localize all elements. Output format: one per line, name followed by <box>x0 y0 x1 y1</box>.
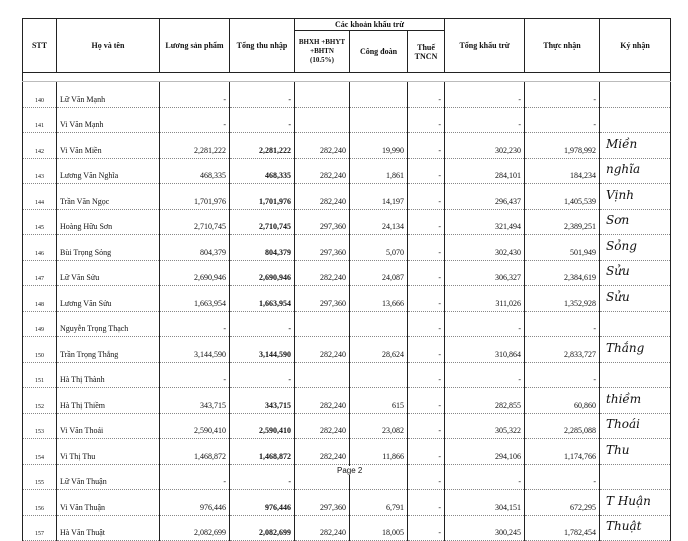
row-union-fee: 5,070 <box>350 235 408 261</box>
row-total-income: - <box>230 107 295 133</box>
row-product-salary: 2,710,745 <box>160 209 230 235</box>
row-stt: 143 <box>23 158 57 184</box>
row-product-salary: 1,663,954 <box>160 286 230 312</box>
row-union-fee: 1,861 <box>350 158 408 184</box>
table-row <box>23 311 671 337</box>
row-union-fee <box>350 107 408 133</box>
row-name: Lương Văn Sửu <box>57 286 160 312</box>
row-signature <box>600 311 671 337</box>
row-stt: 151 <box>23 362 57 388</box>
row-union-fee: 13,666 <box>350 286 408 312</box>
row-name: Hà Thị Thiềm <box>57 388 160 414</box>
row-union-fee: 18,005 <box>350 515 408 541</box>
spacer-row <box>23 73 671 82</box>
row-pit: - <box>408 362 445 388</box>
row-total-income: - <box>230 362 295 388</box>
row-insurance: 282,240 <box>295 515 350 541</box>
table-row <box>23 515 671 541</box>
row-total-income: 2,281,222 <box>230 133 295 159</box>
row-signature <box>600 107 671 133</box>
row-pit: - <box>408 260 445 286</box>
row-stt: 141 <box>23 107 57 133</box>
row-insurance: 297,360 <box>295 209 350 235</box>
row-product-salary: 1,701,976 <box>160 184 230 210</box>
row-product-salary: 2,590,410 <box>160 413 230 439</box>
row-total-income: 2,690,946 <box>230 260 295 286</box>
row-pit: - <box>408 158 445 184</box>
row-net-pay: 2,285,088 <box>525 413 600 439</box>
row-product-salary: 343,715 <box>160 388 230 414</box>
row-product-salary: - <box>160 107 230 133</box>
row-stt: 145 <box>23 209 57 235</box>
row-insurance: 282,240 <box>295 413 350 439</box>
table-row <box>23 362 671 388</box>
row-insurance: 282,240 <box>295 184 350 210</box>
row-name: Lương Văn Nghĩa <box>57 158 160 184</box>
row-signature: Miền <box>600 133 671 159</box>
row-net-pay: - <box>525 82 600 108</box>
row-signature <box>600 464 671 490</box>
row-total-income: 2,590,410 <box>230 413 295 439</box>
row-stt: 157 <box>23 515 57 541</box>
row-name: Bùi Trọng Sỏng <box>57 235 160 261</box>
spacer-cell <box>23 73 671 82</box>
row-stt: 149 <box>23 311 57 337</box>
row-net-pay: 2,384,619 <box>525 260 600 286</box>
row-union-fee: 19,990 <box>350 133 408 159</box>
row-pit: - <box>408 286 445 312</box>
row-total-deductions: 296,437 <box>445 184 525 210</box>
row-stt: 152 <box>23 388 57 414</box>
row-product-salary: - <box>160 464 230 490</box>
row-total-deductions: 294,106 <box>445 439 525 465</box>
row-union-fee: 11,866 <box>350 439 408 465</box>
row-union-fee: 28,624 <box>350 337 408 363</box>
row-name: Hà Văn Thuật <box>57 515 160 541</box>
row-total-income: 2,082,699 <box>230 515 295 541</box>
row-name: Vi Thị Thu <box>57 439 160 465</box>
row-insurance: 282,240 <box>295 439 350 465</box>
row-total-deductions: 321,494 <box>445 209 525 235</box>
row-net-pay: - <box>525 311 600 337</box>
col-header-name: Họ và tên <box>57 19 160 73</box>
row-pit: - <box>408 337 445 363</box>
table-row <box>23 439 671 465</box>
row-signature: Thoái <box>600 413 671 439</box>
table-row <box>23 184 671 210</box>
row-net-pay: 2,389,251 <box>525 209 600 235</box>
table-row <box>23 286 671 312</box>
row-union-fee: 24,087 <box>350 260 408 286</box>
row-name: Vi Văn Thuận <box>57 490 160 516</box>
row-signature: thiềm <box>600 388 671 414</box>
row-signature: Thu <box>600 439 671 465</box>
row-signature: nghĩa <box>600 158 671 184</box>
row-product-salary: 976,446 <box>160 490 230 516</box>
col-header-pit: Thuế TNCN <box>408 31 445 73</box>
row-pit: - <box>408 413 445 439</box>
row-insurance: 297,360 <box>295 490 350 516</box>
row-product-salary: 2,082,699 <box>160 515 230 541</box>
row-insurance <box>295 107 350 133</box>
row-total-income: 2,710,745 <box>230 209 295 235</box>
table-row <box>23 337 671 363</box>
row-signature: Thuật <box>600 515 671 541</box>
table-row <box>23 388 671 414</box>
row-product-salary: 804,379 <box>160 235 230 261</box>
row-total-income: 1,468,872 <box>230 439 295 465</box>
row-product-salary: 3,144,590 <box>160 337 230 363</box>
row-insurance: 297,360 <box>295 235 350 261</box>
row-union-fee <box>350 362 408 388</box>
row-total-deductions: 282,855 <box>445 388 525 414</box>
row-name: Trần Văn Ngọc <box>57 184 160 210</box>
col-header-total-deductions: Tổng khấu trừ <box>445 19 525 73</box>
row-product-salary: 468,335 <box>160 158 230 184</box>
row-stt: 144 <box>23 184 57 210</box>
row-pit: - <box>408 515 445 541</box>
row-union-fee: 24,134 <box>350 209 408 235</box>
row-union-fee: 23,082 <box>350 413 408 439</box>
row-total-income: - <box>230 311 295 337</box>
row-total-deductions: - <box>445 464 525 490</box>
row-pit: - <box>408 439 445 465</box>
row-stt: 140 <box>23 82 57 108</box>
row-net-pay: 1,352,928 <box>525 286 600 312</box>
row-signature: Sơn <box>600 209 671 235</box>
row-total-income: - <box>230 464 295 490</box>
col-header-net-pay: Thực nhận <box>525 19 600 73</box>
row-total-income: 976,446 <box>230 490 295 516</box>
row-total-deductions: - <box>445 82 525 108</box>
row-total-income: 1,701,976 <box>230 184 295 210</box>
row-product-salary: - <box>160 311 230 337</box>
table-row <box>23 235 671 261</box>
row-net-pay: - <box>525 107 600 133</box>
col-header-signature: Ký nhận <box>600 19 671 73</box>
row-total-deductions: 302,430 <box>445 235 525 261</box>
table-row <box>23 260 671 286</box>
row-total-deductions: 311,026 <box>445 286 525 312</box>
row-signature: Sửu <box>600 286 671 312</box>
row-total-deductions: 304,151 <box>445 490 525 516</box>
row-net-pay: - <box>525 362 600 388</box>
row-insurance: 282,240 <box>295 388 350 414</box>
row-signature: Sỏng <box>600 235 671 261</box>
row-signature <box>600 82 671 108</box>
row-total-deductions: - <box>445 107 525 133</box>
col-header-insurance: BHXH +BHYT +BHTN (10.5%) <box>295 31 350 73</box>
row-net-pay: 672,295 <box>525 490 600 516</box>
table-row <box>23 158 671 184</box>
row-net-pay: 184,234 <box>525 158 600 184</box>
page-number: Page 2 <box>337 466 363 475</box>
row-union-fee <box>350 82 408 108</box>
row-total-income: 804,379 <box>230 235 295 261</box>
table-row <box>23 413 671 439</box>
col-header-deductions-group: Các khoản khấu trừ <box>295 19 445 31</box>
row-total-deductions: 300,245 <box>445 515 525 541</box>
row-net-pay: 60,860 <box>525 388 600 414</box>
row-name: Lữ Văn Mạnh <box>57 82 160 108</box>
row-name: Lữ Văn Thuận <box>57 464 160 490</box>
row-union-fee: 14,197 <box>350 184 408 210</box>
row-name: Vi Văn Thoái <box>57 413 160 439</box>
row-pit: - <box>408 464 445 490</box>
row-stt: 147 <box>23 260 57 286</box>
col-header-union-fee: Công đoàn <box>350 31 408 73</box>
row-pit: - <box>408 388 445 414</box>
row-name: Nguyễn Trọng Thạch <box>57 311 160 337</box>
row-stt: 156 <box>23 490 57 516</box>
row-signature: Vịnh <box>600 184 671 210</box>
row-stt: 142 <box>23 133 57 159</box>
row-union-fee: 6,791 <box>350 490 408 516</box>
row-pit: - <box>408 209 445 235</box>
row-pit: - <box>408 133 445 159</box>
row-name: Hà Thị Thành <box>57 362 160 388</box>
row-pit: - <box>408 490 445 516</box>
row-product-salary: 2,690,946 <box>160 260 230 286</box>
row-insurance <box>295 311 350 337</box>
row-total-income: 1,663,954 <box>230 286 295 312</box>
row-product-salary: 2,281,222 <box>160 133 230 159</box>
row-stt: 150 <box>23 337 57 363</box>
payroll-sheet <box>22 18 670 541</box>
row-pit: - <box>408 311 445 337</box>
row-insurance: 282,240 <box>295 337 350 363</box>
row-total-income: 468,335 <box>230 158 295 184</box>
row-product-salary: - <box>160 362 230 388</box>
row-total-deductions: - <box>445 311 525 337</box>
row-total-deductions: 284,101 <box>445 158 525 184</box>
row-insurance <box>295 362 350 388</box>
table-row <box>23 490 671 516</box>
row-stt: 155 <box>23 464 57 490</box>
row-union-fee <box>350 311 408 337</box>
table-row <box>23 209 671 235</box>
col-header-product-salary: Lương sản phẩm <box>160 19 230 73</box>
table-row <box>23 133 671 159</box>
row-pit: - <box>408 82 445 108</box>
row-signature <box>600 362 671 388</box>
table-header <box>23 19 671 73</box>
row-insurance: 282,240 <box>295 133 350 159</box>
row-name: Hoàng Hữu Sơn <box>57 209 160 235</box>
row-total-income: - <box>230 82 295 108</box>
row-pit: - <box>408 184 445 210</box>
col-header-total-income: Tổng thu nhập <box>230 19 295 73</box>
row-total-income: 3,144,590 <box>230 337 295 363</box>
row-net-pay: 1,782,454 <box>525 515 600 541</box>
row-union-fee: 615 <box>350 388 408 414</box>
row-name: Vi Văn Miền <box>57 133 160 159</box>
row-insurance: 282,240 <box>295 260 350 286</box>
row-total-deductions: 305,322 <box>445 413 525 439</box>
row-name: Lữ Văn Sửu <box>57 260 160 286</box>
row-total-deductions: 302,230 <box>445 133 525 159</box>
row-total-income: 343,715 <box>230 388 295 414</box>
row-net-pay: 501,949 <box>525 235 600 261</box>
row-stt: 148 <box>23 286 57 312</box>
row-insurance <box>295 82 350 108</box>
row-stt: 153 <box>23 413 57 439</box>
table-row <box>23 107 671 133</box>
payroll-table <box>22 18 671 541</box>
row-net-pay: 1,174,766 <box>525 439 600 465</box>
row-signature: Thắng <box>600 337 671 363</box>
row-name: Vi Văn Mạnh <box>57 107 160 133</box>
row-signature: T Huận <box>600 490 671 516</box>
row-net-pay: - <box>525 464 600 490</box>
row-pit: - <box>408 107 445 133</box>
row-product-salary: - <box>160 82 230 108</box>
row-pit: - <box>408 235 445 261</box>
row-stt: 154 <box>23 439 57 465</box>
row-total-deductions: 310,864 <box>445 337 525 363</box>
col-header-stt: STT <box>23 19 57 73</box>
row-insurance: 282,240 <box>295 158 350 184</box>
row-name: Trần Trọng Thắng <box>57 337 160 363</box>
row-total-deductions: 306,327 <box>445 260 525 286</box>
row-total-deductions: - <box>445 362 525 388</box>
row-net-pay: 2,833,727 <box>525 337 600 363</box>
row-stt: 146 <box>23 235 57 261</box>
table-row <box>23 82 671 108</box>
row-net-pay: 1,978,992 <box>525 133 600 159</box>
row-product-salary: 1,468,872 <box>160 439 230 465</box>
row-signature: Sửu <box>600 260 671 286</box>
row-net-pay: 1,405,539 <box>525 184 600 210</box>
row-insurance: 297,360 <box>295 286 350 312</box>
